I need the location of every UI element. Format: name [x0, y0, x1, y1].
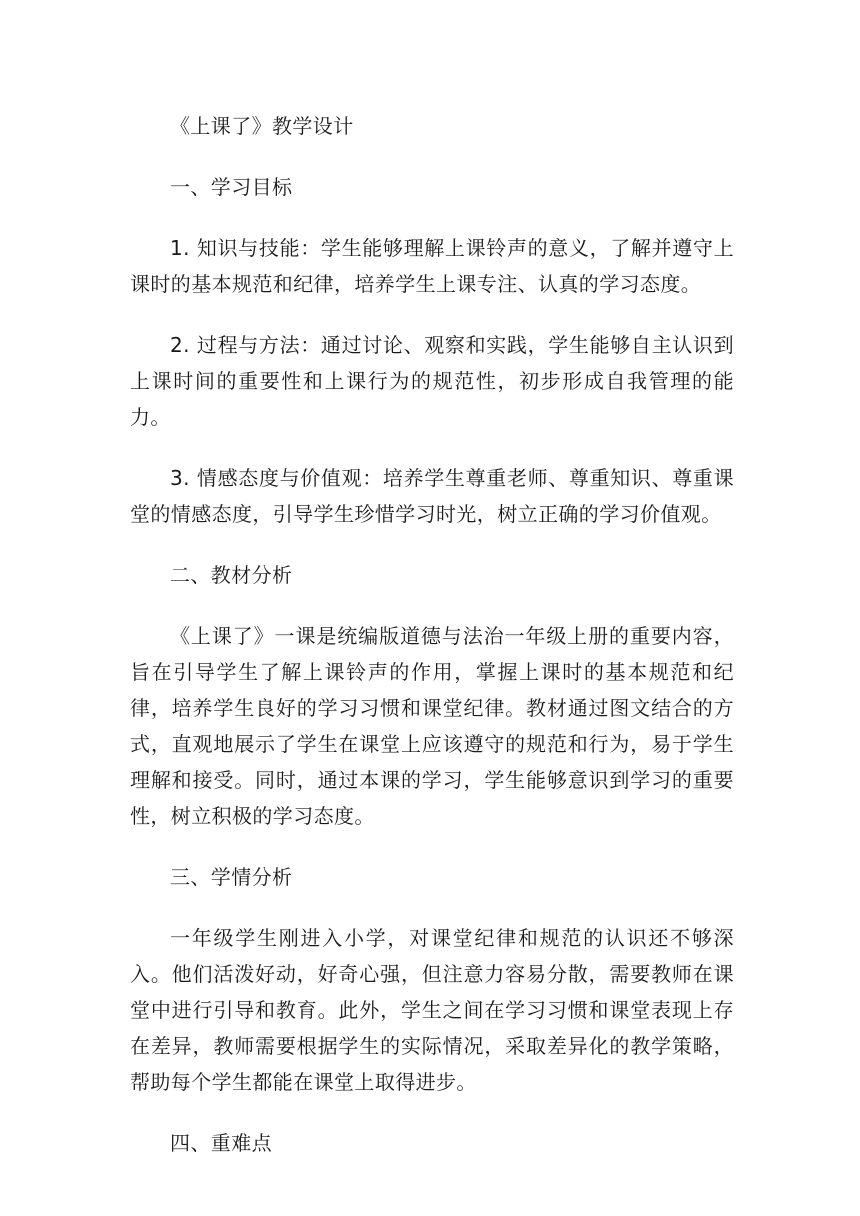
- paragraph-student-analysis: 一年级学生刚进入小学，对课堂纪律和规范的认识还不够深入。他们活泼好动，好奇心强，但注意力容易分散，需要教师在课堂中进行引导和教育。此外，学生之间在学习习惯和课堂表现上存在差异，教师需要根据学生的实际情况，采取差异化的教学策略，帮助每个学生都能在课堂上取得进步。: [130, 926, 734, 1094]
- section-heading-key-points: 四、重难点: [170, 1131, 272, 1155]
- paragraph-objective-3: 3. 情感态度与价值观：培养学生尊重老师、尊重知识、尊重课堂的情感态度，引导学生珍惜学习时光，树立正确的学习价值观。: [130, 466, 734, 526]
- section-heading-textbook-analysis: 二、教材分析: [170, 563, 293, 587]
- section-heading-objectives: 一、学习目标: [170, 175, 293, 199]
- paragraph-objective-1: 1. 知识与技能：学生能够理解上课铃声的意义，了解并遵守上课时的基本规范和纪律，培养学生上课专注、认真的学习态度。: [130, 236, 734, 296]
- document-body: [130, 108, 734, 1186]
- section-heading-student-analysis: 三、学情分析: [170, 865, 293, 889]
- paragraph-textbook-analysis: 《上课了》一课是统编版道德与法治一年级上册的重要内容，旨在引导学生了解上课铃声的作用，掌握上课时的基本规范和纪律，培养学生良好的学习习惯和课堂纪律。教材通过图文结合的方式，直观地展示了学生在课堂上应该遵守的规范和行为，易于学生理解和接受。同时，通过本课的学习，学生能够意识到学习的重要性，树立积极的学习态度。: [130, 624, 734, 828]
- paragraph-objective-2: 2. 过程与方法：通过讨论、观察和实践，学生能够自主认识到上课时间的重要性和上课行为的规范性，初步形成自我管理的能力。: [130, 333, 734, 429]
- document-title: 《上课了》教学设计: [170, 114, 354, 138]
